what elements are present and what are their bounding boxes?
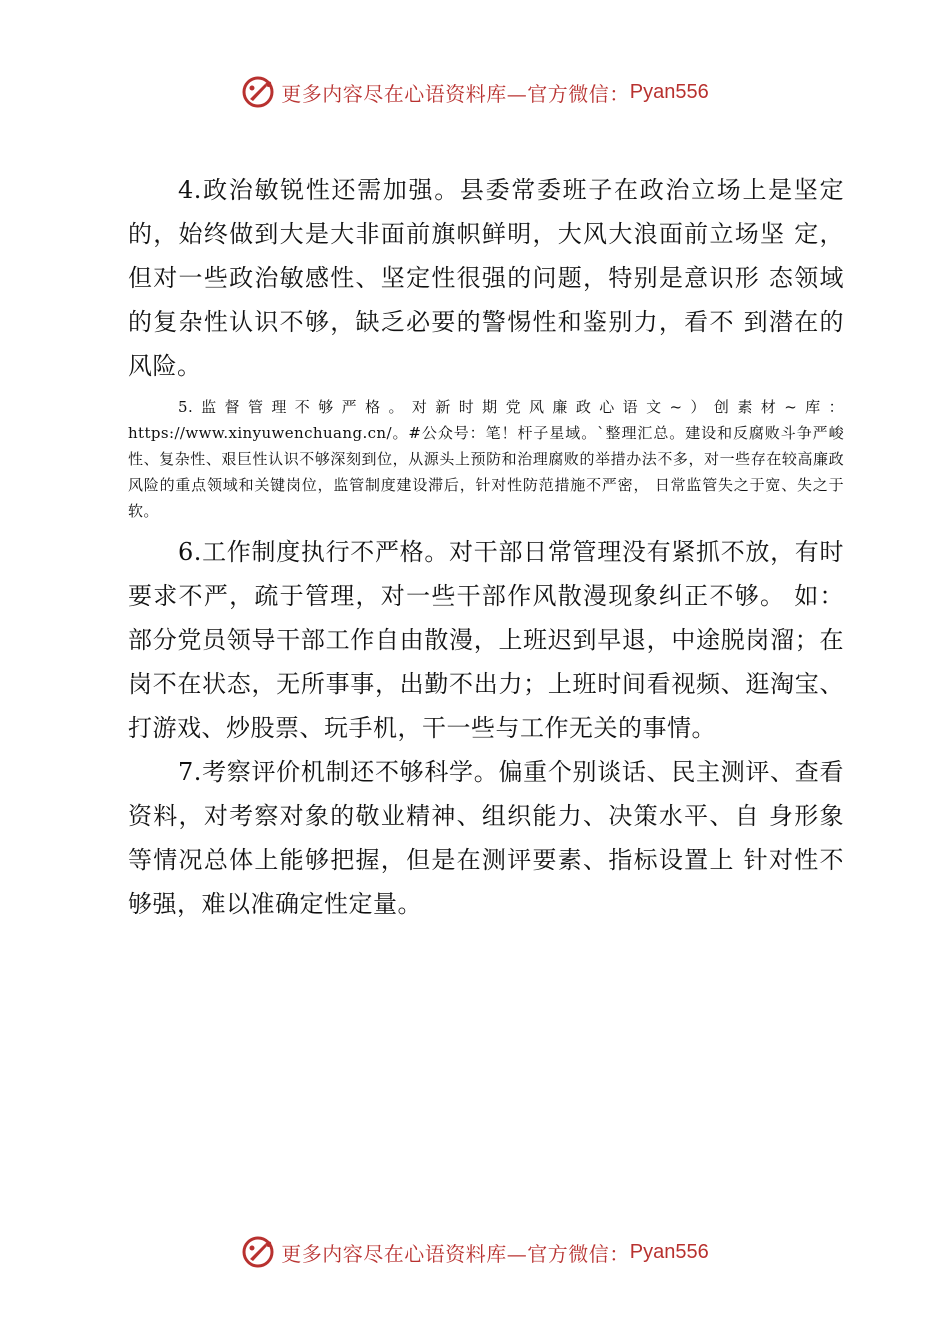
header-banner-text: 更多内容尽在心语资料库—官方微信： — [281, 81, 630, 106]
footer-banner-text: 更多内容尽在心语资料库—官方微信： — [281, 1241, 630, 1266]
paragraph-7: 7.考察评价机制还不够科学。偏重个别谈话、民主测评、查看资料，对考察对象的敬业精神、组织能力、决策水平、自 身形象等情况总体上能够把握，但是在测评要素、指标设置上 针对性不够强，难以准确定性定量。 — [128, 758, 844, 918]
document-body — [128, 168, 844, 926]
quill-logo-icon — [241, 75, 275, 109]
paragraph-4: 4.政治敏锐性还需加强。县委常委班子在政治立场上是坚定的，始终做到大是大非面前旗帜鲜明，大风大浪面前立场坚 定，但对一些政治敏感性、坚定性很强的问题，特别是意识形 态领域的复杂性认识不够，缺乏必要的警惕性和鉴别力，看不 到潜在的风险。 — [128, 176, 844, 380]
paragraph-6: 6.工作制度执行不严格。对干部日常管理没有紧抓不放，有时要求不严，疏于管理，对一些干部作风散漫现象纠正不够。 如：部分党员领导干部工作自由散漫，上班迟到早退，中途脱岗溜；在岗不在状态，无所事事，出勤不出力；上班时间看视频、逛淘宝、打游戏、炒股票、玩手机，干一些与工作无关的事情。 — [128, 538, 844, 742]
header-banner-handle: Pyan556 — [629, 80, 709, 103]
quill-logo-icon — [241, 1235, 275, 1269]
footer-banner — [0, 1232, 950, 1272]
header-banner — [0, 72, 950, 112]
footer-banner-handle: Pyan556 — [629, 1240, 709, 1263]
paragraph-5: 5.监督管理不够严格。对新时期党风廉政心语文~）创素材~库：https://www.xinyuwenchuang.cn/。#公众号：笔！杆子星域。`整理汇总。建设和反腐败斗争严峻性、复杂性、艰巨性认识不够深刻到位，从源头上预防和治理腐败的举措办法不多，对一些存在较高廉政风险的重点领域和关键岗位，监管制度建设滞后，针对性防范措施不严密， 日常监管失之于宽、失之于软。 — [128, 398, 844, 520]
